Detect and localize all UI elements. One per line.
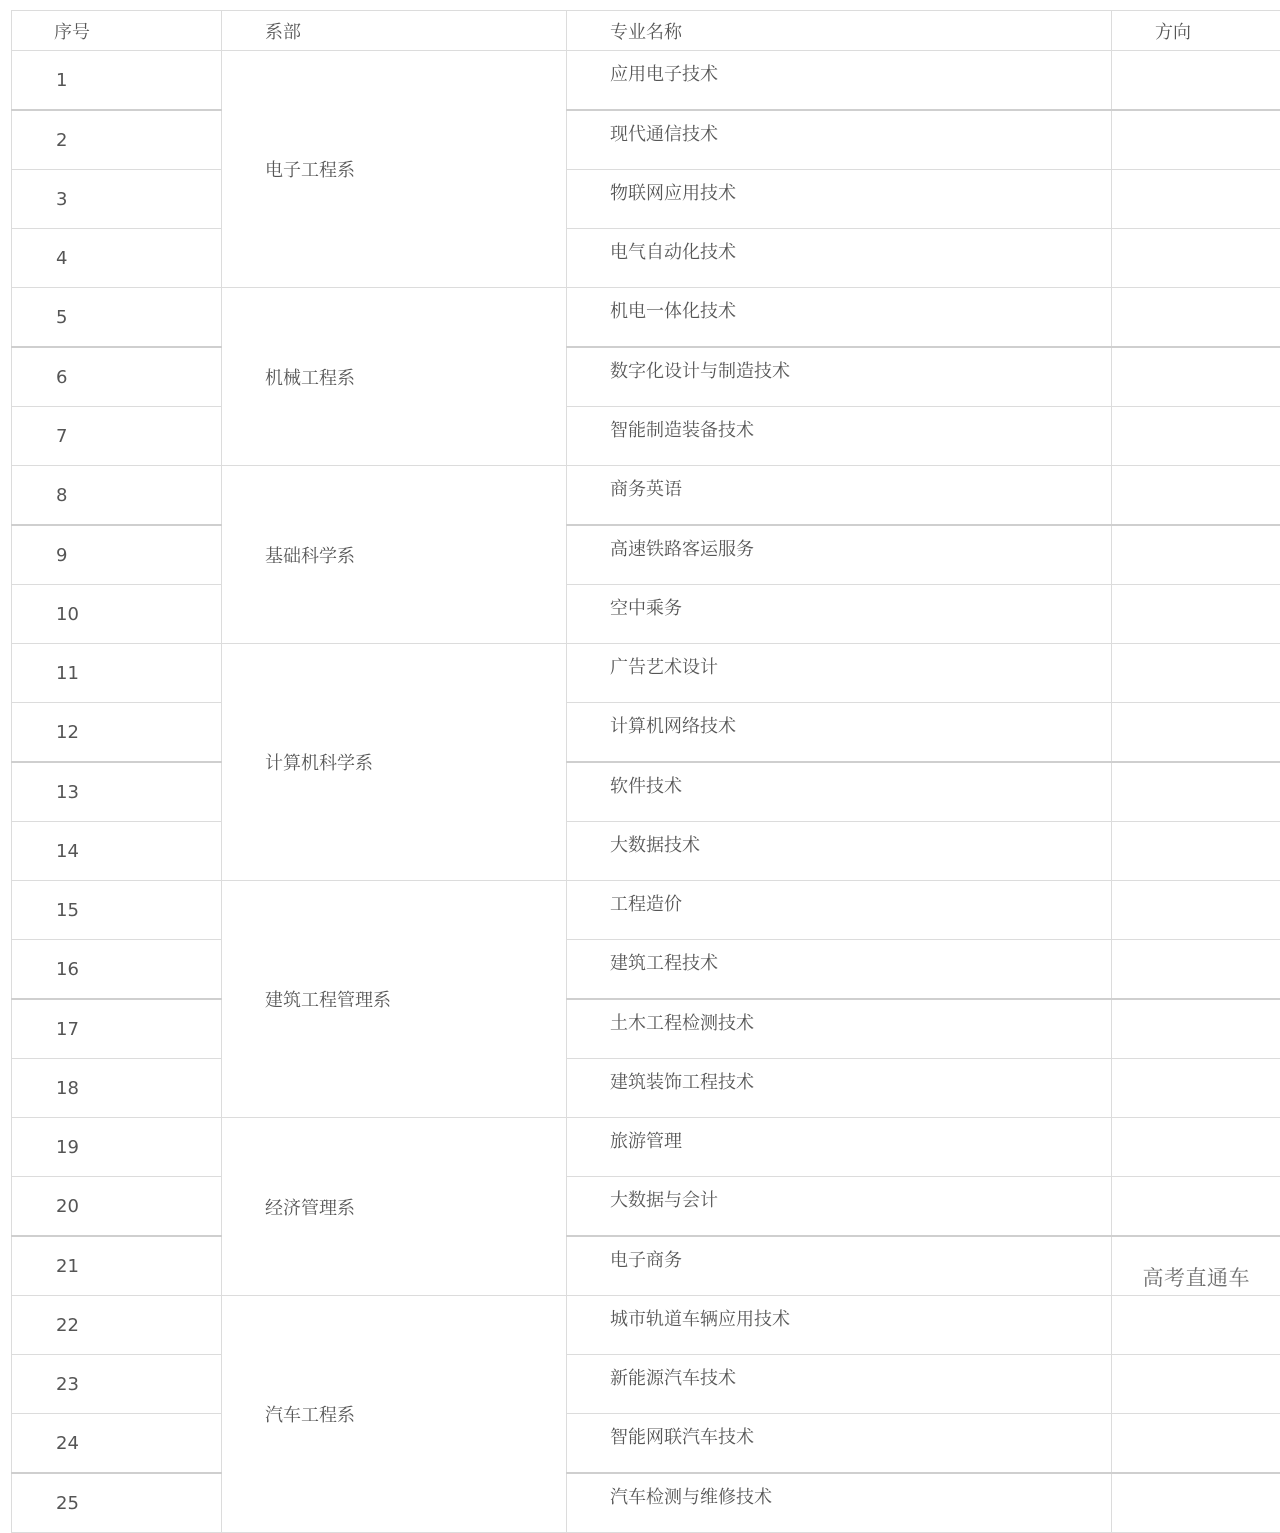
- department-cell: 基础科学系: [222, 466, 567, 644]
- row-number: 20: [12, 1177, 222, 1237]
- direction-cell: [1112, 347, 1280, 407]
- direction-cell: [1112, 644, 1280, 703]
- row-number: 17: [12, 999, 222, 1059]
- row-number: 25: [12, 1473, 222, 1533]
- major-cell: 旅游管理: [567, 1118, 1112, 1177]
- table-row: [12, 525, 1280, 585]
- major-cell: 智能网联汽车技术: [567, 1414, 1112, 1474]
- major-cell: 新能源汽车技术: [567, 1355, 1112, 1414]
- department-cell: 汽车工程系: [222, 1296, 567, 1533]
- major-cell: 广告艺术设计: [567, 644, 1112, 703]
- major-cell: 物联网应用技术: [567, 170, 1112, 229]
- table-row: [12, 229, 1280, 288]
- header-direction: 方向: [1112, 11, 1280, 51]
- row-number: 14: [12, 822, 222, 881]
- direction-cell: [1112, 110, 1280, 170]
- row-number: 19: [12, 1118, 222, 1177]
- major-cell: 电子商务: [567, 1236, 1112, 1296]
- direction-cell: [1112, 940, 1280, 1000]
- row-number: 24: [12, 1414, 222, 1474]
- major-cell: 计算机网络技术: [567, 703, 1112, 763]
- major-cell: 软件技术: [567, 762, 1112, 822]
- direction-cell: [1112, 229, 1280, 288]
- row-number: 4: [12, 229, 222, 288]
- table-row: [12, 644, 1280, 703]
- direction-cell: [1112, 1059, 1280, 1118]
- row-number: 8: [12, 466, 222, 526]
- table-row: [12, 881, 1280, 940]
- department-cell: 计算机科学系: [222, 644, 567, 881]
- table-row: [12, 1355, 1280, 1414]
- direction-cell: [1112, 170, 1280, 229]
- row-number: 23: [12, 1355, 222, 1414]
- table-row: [12, 940, 1280, 1000]
- row-number: 18: [12, 1059, 222, 1118]
- table-row: [12, 1473, 1280, 1533]
- row-number: 13: [12, 762, 222, 822]
- major-cell: 商务英语: [567, 466, 1112, 526]
- major-cell: 机电一体化技术: [567, 288, 1112, 348]
- table-row: [12, 1059, 1280, 1118]
- table-row: [12, 407, 1280, 466]
- major-cell: 建筑装饰工程技术: [567, 1059, 1112, 1118]
- table-row: [12, 703, 1280, 763]
- row-number: 15: [12, 881, 222, 940]
- major-cell: 大数据技术: [567, 822, 1112, 881]
- table-row: [12, 288, 1280, 348]
- major-cell: 大数据与会计: [567, 1177, 1112, 1237]
- department-cell: 建筑工程管理系: [222, 881, 567, 1118]
- row-number: 7: [12, 407, 222, 466]
- major-cell: 高速铁路客运服务: [567, 525, 1112, 585]
- row-number: 22: [12, 1296, 222, 1355]
- majors-table: [11, 10, 1280, 1533]
- direction-cell: [1112, 407, 1280, 466]
- table-row: [12, 1296, 1280, 1355]
- header-major-name: 专业名称: [567, 11, 1112, 51]
- direction-cell: [1112, 1118, 1280, 1177]
- major-cell: 工程造价: [567, 881, 1112, 940]
- table-container: [11, 10, 1266, 1533]
- major-cell: 城市轨道车辆应用技术: [567, 1296, 1112, 1355]
- major-cell: 数字化设计与制造技术: [567, 347, 1112, 407]
- major-cell: 应用电子技术: [567, 51, 1112, 111]
- table-row: [12, 585, 1280, 644]
- direction-cell: [1112, 525, 1280, 585]
- major-cell: 电气自动化技术: [567, 229, 1112, 288]
- header-no: 序号: [12, 11, 222, 51]
- major-cell: 现代通信技术: [567, 110, 1112, 170]
- row-number: 11: [12, 644, 222, 703]
- direction-cell: [1112, 1355, 1280, 1414]
- direction-cell: [1112, 703, 1280, 763]
- direction-cell: [1112, 999, 1280, 1059]
- major-cell: 建筑工程技术: [567, 940, 1112, 1000]
- major-cell: 智能制造装备技术: [567, 407, 1112, 466]
- direction-cell: [1112, 288, 1280, 348]
- row-number: 5: [12, 288, 222, 348]
- row-number: 9: [12, 525, 222, 585]
- direction-cell: [1112, 1414, 1280, 1474]
- department-cell: 机械工程系: [222, 288, 567, 466]
- major-cell: 汽车检测与维修技术: [567, 1473, 1112, 1533]
- row-number: 3: [12, 170, 222, 229]
- direction-cell: [1112, 51, 1280, 111]
- table-row: [12, 347, 1280, 407]
- header-row: [12, 11, 1280, 51]
- direction-cell: [1112, 1473, 1280, 1533]
- table-row: [12, 762, 1280, 822]
- table-row: [12, 1414, 1280, 1474]
- direction-cell: [1112, 1177, 1280, 1237]
- row-number: 2: [12, 110, 222, 170]
- table-body: [12, 51, 1280, 1533]
- major-cell: 土木工程检测技术: [567, 999, 1112, 1059]
- direction-cell: [1112, 881, 1280, 940]
- table-row: [12, 822, 1280, 881]
- department-cell: 电子工程系: [222, 51, 567, 288]
- row-number: 6: [12, 347, 222, 407]
- row-number: 12: [12, 703, 222, 763]
- table-row: [12, 1177, 1280, 1237]
- watermark-text: 高考直通车: [1143, 1262, 1251, 1292]
- table-row: [12, 1236, 1280, 1296]
- table-row: [12, 466, 1280, 526]
- table-row: [12, 1118, 1280, 1177]
- direction-cell: [1112, 822, 1280, 881]
- direction-cell: [1112, 466, 1280, 526]
- row-number: 21: [12, 1236, 222, 1296]
- table-row: [12, 999, 1280, 1059]
- direction-cell: [1112, 1296, 1280, 1355]
- direction-cell: [1112, 585, 1280, 644]
- table-row: [12, 51, 1280, 111]
- row-number: 16: [12, 940, 222, 1000]
- department-cell: 经济管理系: [222, 1118, 567, 1296]
- row-number: 10: [12, 585, 222, 644]
- row-number: 1: [12, 51, 222, 111]
- major-cell: 空中乘务: [567, 585, 1112, 644]
- table-row: [12, 110, 1280, 170]
- header-department: 系部: [222, 11, 567, 51]
- direction-cell: [1112, 762, 1280, 822]
- table-row: [12, 170, 1280, 229]
